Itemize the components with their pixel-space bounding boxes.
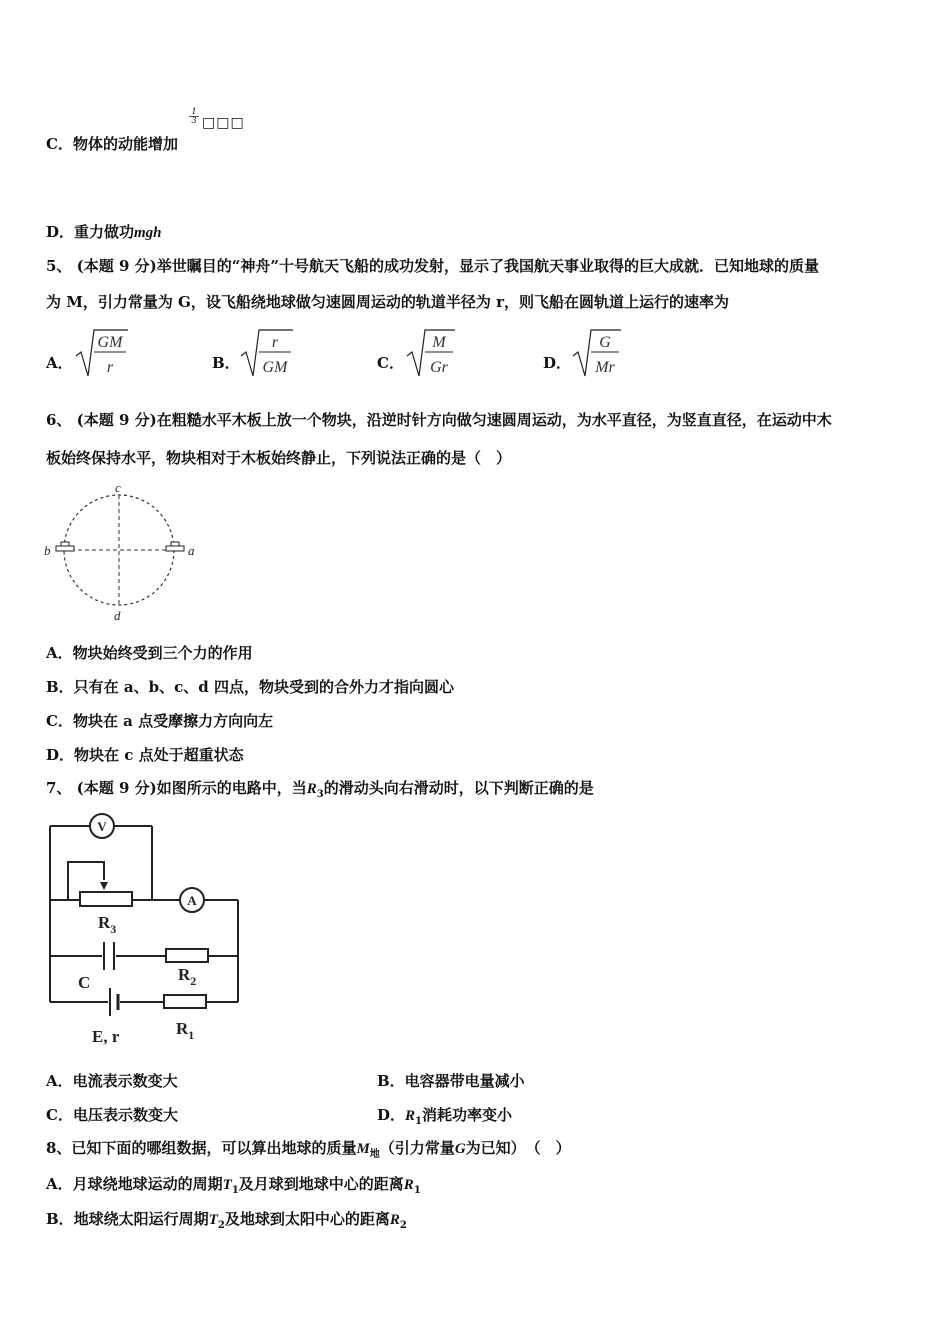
svg-text:V: V <box>97 819 107 834</box>
q6-option-a[interactable]: A．物块始终受到三个力的作用 <box>46 644 253 662</box>
q7-source <box>110 988 118 1016</box>
q7-option-b[interactable]: B．电容器带电量减小 <box>377 1072 525 1090</box>
q6-option-c[interactable]: C．物块在 a 点受摩擦力方向向左 <box>46 712 274 730</box>
q5-stem-line2: 为 M，引力常量为 G，设飞船绕地球做匀速圆周运动的轨道半径为 r，则飞船在圆轨道上运行的速率为 <box>46 293 729 311</box>
q5-d-num: G <box>599 334 611 351</box>
q6-option-b[interactable]: B．只有在 a、b、c、d 四点，物块受到的合外力才指向圆心 <box>46 678 454 696</box>
q7-option-a[interactable]: A．电流表示数变大 <box>46 1072 178 1090</box>
q8-stem: 8、已知下面的哪组数据，可以算出地球的质量$M_地$（引力常量G为已知） （ ） <box>46 1139 571 1160</box>
svg-text:A: A <box>187 893 197 908</box>
q7-resistor-r2 <box>166 949 208 962</box>
q5-b-num: r <box>271 334 279 351</box>
q6-option-d[interactable]: D．物块在 c 点处于超重状态 <box>46 746 244 764</box>
q5-c-den: Gr <box>430 359 448 376</box>
q7-resistor-r1 <box>164 995 206 1008</box>
q5-option-a[interactable]: A． <box>46 354 73 372</box>
q5-c-num: M <box>432 334 446 351</box>
q7-label-r2: $R_2$ <box>178 965 197 988</box>
q8-option-b[interactable]: B．地球绕太阳运行周期$T_2$及地球到太阳中心的距离$R_2$ <box>46 1210 407 1231</box>
q6-block-b <box>56 542 74 551</box>
q7-voltmeter <box>90 814 114 838</box>
q5-option-b[interactable]: B． <box>212 354 240 372</box>
q6-block-a <box>166 542 184 551</box>
q5-radical-d <box>571 326 626 380</box>
q6-stem-line2: 板始终保持水平，物块相对于木板始终静止，下列说法正确的是（ ） <box>46 449 512 467</box>
q5-radical-b <box>239 326 299 380</box>
q8-option-a[interactable]: A．月球绕地球运动的周期$T_1$及月球到地球中心的距离$R_1$ <box>46 1175 421 1196</box>
q7-label-r1: $R_1$ <box>176 1019 195 1042</box>
q6-label-a: a <box>188 543 195 558</box>
q6-stem-line1: 6、 (本题 9 分)在粗糙水平木板上放一个物块，沿逆时针方向做匀速圆周运动，为水平直径，为竖直直径，在运动中木 <box>46 411 832 429</box>
q5-option-c[interactable]: C． <box>377 354 404 372</box>
q4-option-c-fraction <box>189 108 199 125</box>
q5-d-den: Mr <box>595 359 615 376</box>
q7-ammeter <box>180 888 204 912</box>
q4-frac-den: 3 <box>189 116 199 125</box>
q6-label-d: d <box>114 608 121 623</box>
q5-stem-line1: 5、 (本题 9 分)举世瞩目的“神舟”十号航天飞船的成功发射，显示了我国航天事业取得的巨大成就．已知地球的质量 <box>46 257 819 275</box>
q5-radical-a <box>74 326 134 380</box>
q5-a-num: GM <box>97 334 123 351</box>
q4-frac-num: 1 <box>191 107 197 116</box>
q7-resistor-r3 <box>80 882 132 906</box>
q6-label-c: c <box>115 480 121 495</box>
q7-option-c[interactable]: C．电压表示数变大 <box>46 1106 178 1124</box>
q4-option-d: D．重力做功mgh <box>46 223 162 241</box>
q4-option-c: C．物体的动能增加 <box>46 135 178 153</box>
q7-label-c: C <box>78 973 91 992</box>
q6-circle-figure <box>40 480 210 628</box>
q7-capacitor <box>104 942 114 970</box>
q5-radical-c <box>405 326 460 380</box>
q7-circuit-figure <box>40 812 250 1052</box>
q7-label-source: E, r <box>92 1027 120 1046</box>
q7-option-d[interactable]: D．$R_1$消耗功率变小 <box>377 1106 513 1127</box>
q7-label-r3: $R_3$ <box>98 913 117 936</box>
q6-label-b: b <box>44 543 51 558</box>
q5-option-d[interactable]: D． <box>543 354 572 372</box>
q5-b-den: GM <box>262 359 288 376</box>
q4-garbled-glyphs: □□□ <box>202 115 245 131</box>
q5-a-den: r <box>106 359 114 376</box>
q7-stem: 7、 (本题 9 分)如图所示的电路中，当$R_3$的滑动头向右滑动时，以下判断正确的是 <box>46 779 594 800</box>
